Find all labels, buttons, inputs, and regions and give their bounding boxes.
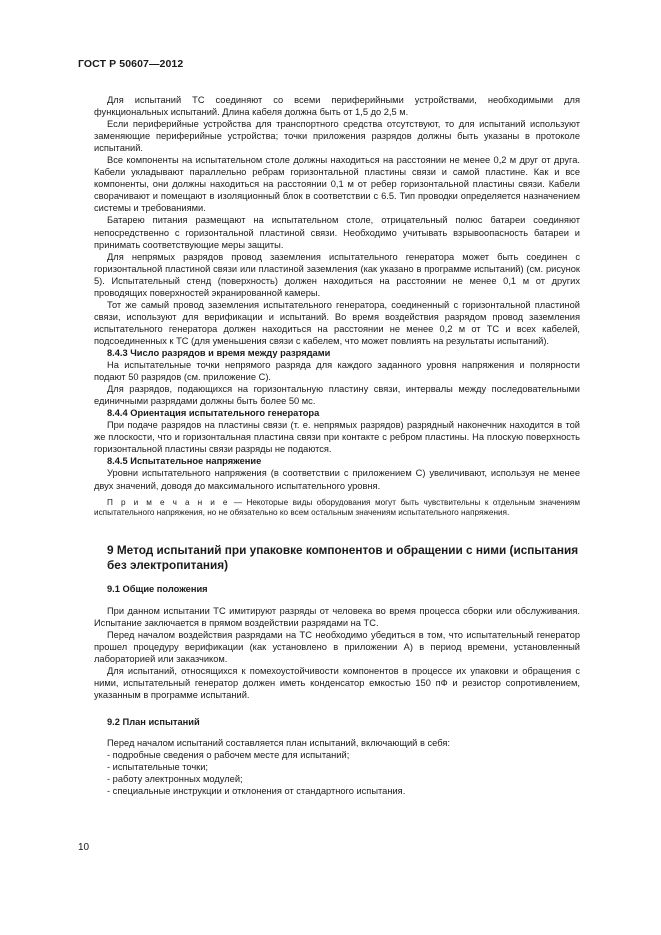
note — [94, 498, 580, 519]
page-number: 10 — [78, 842, 90, 853]
paragraph: При подаче разрядов на пластины связи (т. е. непрямых разрядов) разрядный наконечник находится в той же плоскости, что и горизонтальная пластина связи при контакте с ребром пластины. На плоскую поверхность горизонтальной пластины связи разряды не подаются. — [94, 420, 580, 455]
list-item: - специальные инструкции и отклонения от стандартного испытания. — [107, 785, 406, 796]
subsection-heading-9-2: 9.2 План испытаний — [107, 716, 200, 727]
document-header: ГОСТ Р 50607—2012 — [78, 58, 184, 70]
note-label: П р и м е ч а н и е — [107, 497, 230, 507]
list-item: - работу электронных модулей; — [107, 773, 243, 784]
paragraph: Перед началом воздействия разрядами на ТС необходимо убедиться в том, что испытательный генератор прошел процедуру верификации (как установлено в приложении А) в период времени, установленный лабораторией или заказчиком. — [94, 630, 580, 665]
paragraph: Для разрядов, подающихся на горизонтальную пластину связи, интервалы между последовательными единичными разрядами должны быть более 50 мс. — [94, 384, 580, 407]
subsection-heading-9-1: 9.1 Общие положения — [107, 584, 208, 595]
paragraph: Тот же самый провод заземления испытательного генератора, соединенный с горизонтальной пластиной связи, используют для верификации и испытаний. Во время воздействия разрядом провод заземления испытательного генератора должен находиться на расстоянии не менее 0,2 м от ТС и всех кабелей, подсоединенных к ТС (для уменьшения связи с кабелем, что может повлиять на результаты испытаний). — [94, 299, 580, 346]
paragraph: Для непрямых разрядов провод заземления испытательного генератора может быть соединен с горизонтальной пластиной связи или пластиной заземления (как указано в программе испытаний) (см. рисунок 5). Испытательный стенд (поверхность) должен находиться на расстоянии не менее 0,1 м от других проводящих поверхностей экранированной камеры. — [94, 251, 580, 298]
paragraph: Для испытаний ТС соединяют со всеми периферийными устройствами, необходимыми для функциональных испытаний. Длина кабеля должна быть от 1,5 до 2,5 м. — [94, 95, 580, 118]
note-text: — Некоторые виды оборудования могут быть чувствительны к отдельным значениям испытательного напряжения, но не обязательно ко всем остальным значениям испытательного напряжения. — [94, 497, 580, 518]
paragraph: На испытательные точки непрямого разряда для каждого заданного уровня напряжения и полярности подают 50 разрядов (см. приложение С). — [94, 360, 580, 383]
paragraph: Батарею питания размещают на испытательном столе, отрицательный полюс батареи соединяют непосредственно с горизонтальной пластиной связи. Необходимо учитывать взрывоопасность батареи и принимать соответствующие меры защиты. — [94, 215, 580, 250]
subsection-heading-8-4-3: 8.4.3 Число разрядов и время между разрядами — [107, 347, 331, 358]
list-item: - подробные сведения о рабочем месте для испытаний; — [107, 749, 350, 760]
paragraph: При данном испытании ТС имитируют разряды от человека во время процесса сборки или обслуживания. Испытание заключается в прямом воздействии разрядами на ТС. — [94, 606, 580, 629]
paragraph: Уровни испытательного напряжения (в соответствии с приложением С) увеличивают, используя не менее двух значений, доводя до максимального испытательного уровня. — [94, 468, 580, 491]
paragraph: Если периферийные устройства для транспортного средства отсутствуют, то для испытаний используют заменяющие периферийные устройства; точки приложения разрядов должны быть указаны в протоколе испытаний. — [94, 119, 580, 154]
paragraph: Перед началом испытаний составляется план испытаний, включающий в себя: — [107, 737, 450, 748]
document-body — [94, 94, 580, 797]
paragraph: Для испытаний, относящихся к помехоустойчивости компонентов в процессе их упаковки и обращения с ними, испытательный генератор должен иметь конденсатор емкостью 150 пФ и резистор сопротивлением, указанным в программе испытаний. — [94, 666, 580, 701]
paragraph: Все компоненты на испытательном столе должны находиться на расстоянии не менее 0,2 м друг от друга. Кабели укладывают параллельно ребрам горизонтальной пластины связи и самой пластине. Как и все компоненты, они должны находиться на расстоянии 0,1 м от ребер горизонтальной пластины связи. Кабели сворачивают и помещают в изоляционный блок в соответствии с 6.5. Тип проводки определяется назначением системы и требованиями. — [94, 155, 580, 214]
list-item: - испытательные точки; — [107, 761, 209, 772]
section-heading-9: 9 Метод испытаний при упаковке компонентов и обращении с ними (испытания без электропитания) — [107, 542, 579, 572]
subsection-heading-8-4-5: 8.4.5 Испытательное напряжение — [107, 456, 262, 467]
subsection-heading-8-4-4: 8.4.4 Ориентация испытательного генератора — [107, 408, 320, 419]
